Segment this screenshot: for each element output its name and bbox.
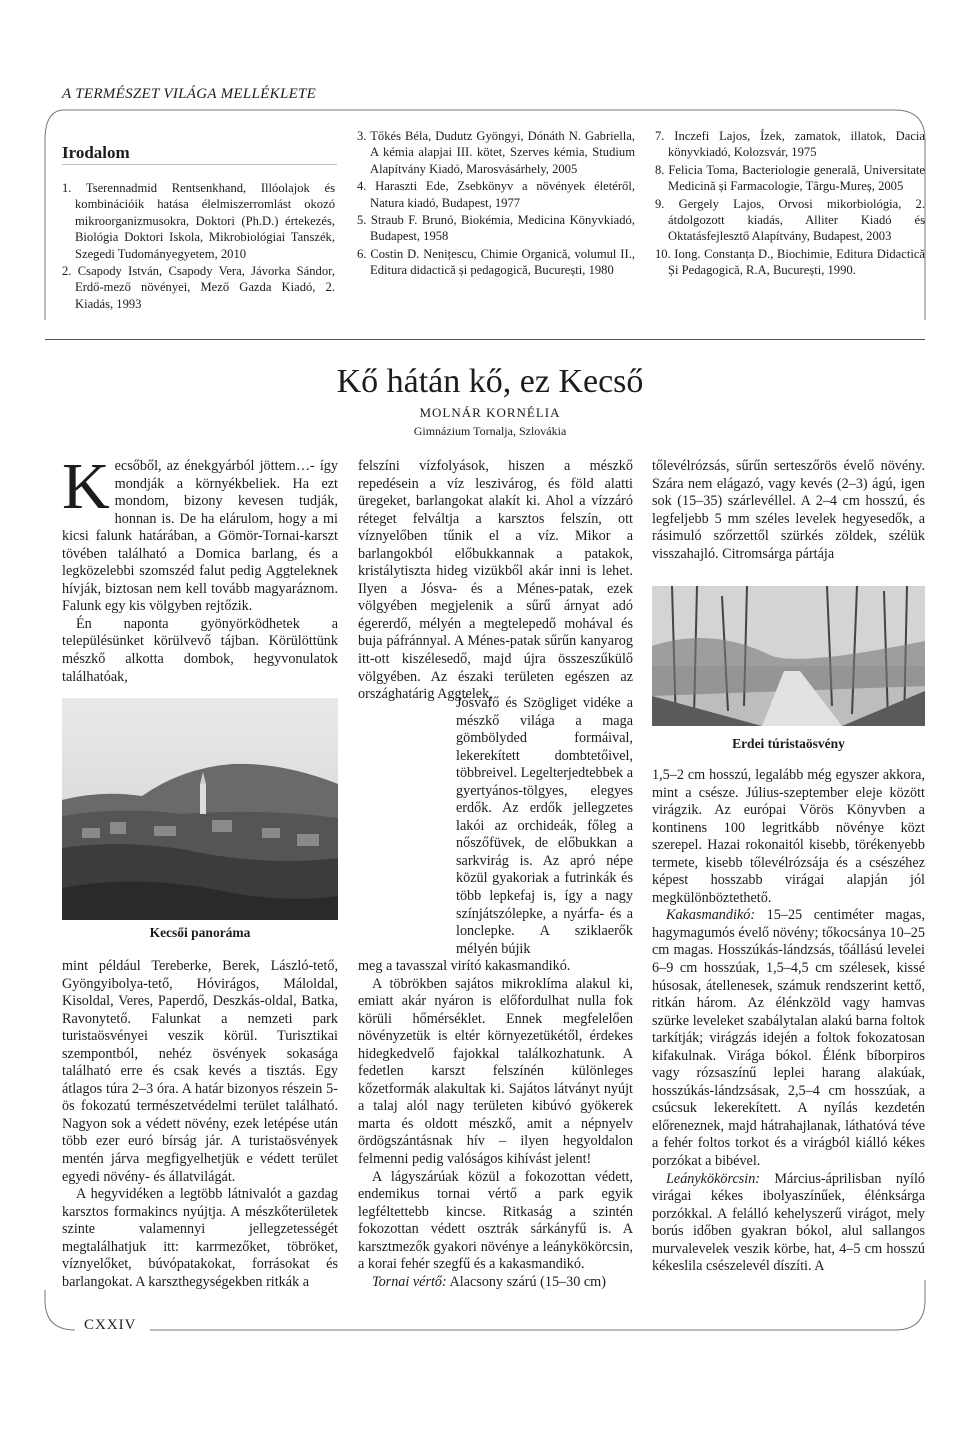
paragraph: felszíni vízfolyások, hiszen a mészkő repedésein a víz leszivárog, és föld alatti üregeket, barlangokat alakít ki. Ahol a vízzáró réteget felváltja a karsztos felszín, ott víznyelőben tűnik el a víz. Mikor a barlangokból előbukkannak a patakok, kristálytiszta hideg vizükből akár inni is lehet. Ilyen a Jósva- és a Ménes-patak, ezek völgyében megjelenik a sűrű árnyat adó égererdő, mélyén a megtelepedő mohával és buja páfránnyal. A Ménes-patak sűrűn kanyarog itt-ott kiszélesedő, majd újra összeszűkülő völgyében. Az északi területen egészen az országhatárig Aggtelek, [358, 458, 633, 703]
paragraph: Kakasmandikó: 15–25 centiméter magas, hagymagumós évelő növény; tőkocsánya 10–25 cm magas. Hosszúkás-lándzsás, tőállású levelei 6–9 cm hosszúak, 1,5–4,5 cm szélesek, kissé húsosak, átellenesek, számuk rendszerint kettő, ritkán három. Az élénkzöld vagy hamvas szürke leveleket szabálytalan alakú barna foltok tarkítják; virágzás idején a foltok fokozatosan kifakulnak. Virága bókol. Élénk bíborpiros vagy rózsaszínű leplei harang alakúak, hosszúkás-lándzsásak, 2,5–4 cm hosszúak, a csúcsuk lekerekített. A nyílás kezdetén előreneznek, majd hátrahajlanak, láthatóvá téve a fehér foltos torkot és a virágból kiálló kékes porzókat a bibével. [652, 907, 925, 1170]
paragraph: A lágyszárúak közül a fokozottan védett, endemikus tornai vértő a park egyik legféltettebb kincse. Ritkaság a szintén fokozottan védett osztrák sárkányfű is. A karsztmezők gyakori növénye a leánykökörcsin, a korai fehér szegfű és a kakasmandikó. [358, 1168, 633, 1273]
article-col-1-top [62, 450, 338, 686]
references-col-1 [62, 180, 335, 313]
references-title: Irodalom [62, 143, 130, 162]
article-author: MOLNÁR KORNÉLIA [419, 405, 561, 420]
drop-cap: K [62, 450, 110, 523]
reference-item: 1. Tserennadmid Rentsenkhand, Illóolajok és kombinációik hatása élelmiszerromlást okozó mikroorganizmusokra, Doktori (Ph.D.) értekezés, Biológia Doktori Iskola, Mikrobiológiai Tanszék, Szegedi Tudományegyetem, 2010 [62, 181, 335, 261]
reference-item: 5. Straub F. Brunó, Biokémia, Medicina Könyvkiadó, Budapest, 1958 [357, 213, 635, 244]
paragraph: Tornai vértő: Alacsony szárú (15–30 cm) [372, 1273, 606, 1290]
paragraph: meg a tavasszal virító kakasmandikó. [358, 958, 571, 974]
reference-item: 8. Felicia Toma, Bacteriologie generală, Universitate Medicină și Farmacologie, Târgu-Mureș, 2005 [655, 162, 925, 194]
paragraph: Leánykökörcsin: Március-áprilisban nyíló virágai kékes ibolyaszínűek, élénksárga porzókkal. A felálló kehelyszerű virágot, mely borús időben gyakran bókol, alul sallangos murvalevelek veszik körbe, hat, 4–5 cm hosszú kékeslila csészelevél díszíti. A [652, 1170, 925, 1275]
paragraph: mint például Tereberke, Berek, László-tető, Gyöngyibolya-tető, Hóvirágos, Máloldal, Kisoldal, Veres, Paperdő, Deszkás-oldal, Batka, Ravonytető. Falunkat a nemzeti park turistaösvényei veszik körül. Turisztikai szempontból, nehéz ösvények sokasága található erre és csak kevés a tisztás. Egy átlagos túra 2–3 óra. A határ bizonyos részein 5-ös fokozatú természetvédelmi terület található. Nagyon sok a védett növény, ezek letépése után több ezer euró bírság jár. A turistaösvények mentén járva megfigyelhetjük e védett terület egyedi növény- és állatvilágát. [62, 958, 338, 1185]
references-col-2 [357, 128, 635, 280]
article-col-2-narrow [456, 695, 633, 958]
reference-item: 7. Inczefi Lajos, Ízek, zamatok, illatok, Dacia könyvkiadó, Kolozsvár, 1975 [655, 129, 925, 160]
article-col-2-bottom [358, 958, 633, 1291]
photo-caption-panorama: Kecsői panoráma [149, 925, 251, 940]
paragraph: tőlevélrózsás, sűrűn serteszőrös évelő növény. Szára nem elágazó, vagy kevés (2–3) ágú, igen sok (15–35) szárlevéllel. A 2–4 cm hosszú, és legfeljebb 5 mm széles levelek hegyesedők, a rásimuló szőrzettől szürkés zöldek, szélük visszahajló. Citromsárga pártája [652, 458, 925, 562]
references-col-3 [655, 128, 925, 280]
reference-item: 4. Haraszti Ede, Zsebkönyv a növények életéről, Natura kiadó, Budapest, 1977 [357, 179, 635, 210]
section-divider [45, 339, 925, 340]
reference-item: 3. Tőkés Béla, Dudutz Gyöngyi, Dónáth N. Gabriella, A kémia alapjai III. kötet, Szerves kémia, Studium Alapítvány Kiadó, Marosvásárhely, 2005 [357, 129, 635, 176]
reference-item: 9. Gergely Lajos, Orvosi mikorbiológia, 2. átdolgozott kiadás, Alliter Kiadó és Oktatásfejlesztő Alapítvány, Budapest, 2003 [655, 196, 925, 244]
photo-caption-forest: Erdei túristaösvény [732, 736, 845, 751]
paragraph: 1,5–2 cm hosszú, legalább még egyszer akkora, mint a csésze. Július-szeptember eleje között virágzik. Az európai Vörös Könyvben a kontinens 100 legritkább növénye közt szerepel. Hazai rokonaitól kisebb, törékenyebb termete, kisebb tőlevélrózsája és a csészéhez képest hosszabb virágai alapján jól megkülönböztethető. [652, 767, 925, 906]
paragraph: A hegyvidéken a legtöbb látnivalót a gazdag karsztos formakincs nyújtja. A mészkőterületek szinte valamennyi jellegzetességét megtalálhatjuk itt: karrmezőket, töbröket, víznyelőket, búvópatakokat, forrásokat és barlangokat. A karszthegységekben ritkák a [62, 1186, 338, 1290]
reference-item: 10. Iong. Constanța D., Biochimie, Editura Didactică Și Pedagogică, R.A, București, 1990. [655, 246, 925, 278]
article-col-2-top [358, 458, 633, 704]
paragraph: A töbrökben sajátos mikroklíma alakul ki, emiatt akár nyáron is előfordulhat nulla fok körüli hőmérséklet. Ennek megfelelően növényzetük is eltér környezetükétől, érdekes hidegkedvelő fajokkal találkozhatunk. A fedetlen karszt felszínén különleges kőzetformák alakultak ki. Sajátos látványt nyújt a talaj alól nagy területen kibúvó gyökerek marta és oldott mészkő, amit a népnyelv ördögszántásnak hív – ilyen hegyoldalon felmenni pedig valóságos kihívást jelent! [358, 975, 633, 1168]
article-title: Kő hátán kő, ez Kecső [336, 363, 644, 400]
article-affiliation: Gimnázium Tornalja, Szlovákia [413, 424, 567, 438]
running-header: A TERMÉSZET VILÁGA MELLÉKLETE [62, 86, 317, 102]
page-number: CXXIV [84, 1317, 137, 1333]
paragraph: Én naponta gyönyörködhetek a településünket körülvevő tájban. Körülöttünk mészkő alkotta dombok, hegyvonulatok találhatóak, [62, 615, 338, 685]
reference-item: 2. Csapody István, Csapody Vera, Jávorka Sándor, Erdő-mező növényei, Mező Gazda Kiadó, 2. Kiadás, 1993 [62, 264, 335, 311]
intro-paragraph: Kecsőből, az énekgyárból jöttem…- így mondják a környékbeliek. Ha ezt mondom, bizony kevesen tudják, honnan is. De ha elárulom, hogy a mi kicsi falunk határában, a Gömör-Tornai-karszt tövében található a Domica barlang, és a legközelebbi szomszéd falut pedig Aggteleknek hívják, biztosan nem kell tovább magyaráznom. Falunk egy kis völgyben rejtőzik. [62, 450, 338, 615]
article-col-1-bottom [62, 958, 338, 1291]
forest-path-photo [652, 586, 925, 726]
article-col-3-bottom [652, 767, 925, 1276]
village-panorama-photo [62, 698, 338, 920]
paragraph: Jósvafő és Szögliget vidéke a mészkő világa a maga gömbölyded formáival, lekerekített dombtetőivel, többreivel. Legelterjedtebbek a gyertyános-tölgyes, elegyes erdők. Az erdők jellegzetes lakói az orchideák, főleg a nőszőfüvek, de előbukkan a sarkvirág is. Az apró népe közül gyakoriak a futrinkák és több lepkefaj is, így a nagy színjátszólepke, a nyárfa- és a lonclepke. A sziklaerők mélyén bújik [456, 695, 633, 957]
reference-item: 6. Costin D. Nenițescu, Chimie Organică, volumul II., Editura didactică și pedagogică, București, 1980 [357, 246, 635, 278]
references-rule [62, 164, 337, 165]
article-col-3-top [652, 458, 925, 563]
